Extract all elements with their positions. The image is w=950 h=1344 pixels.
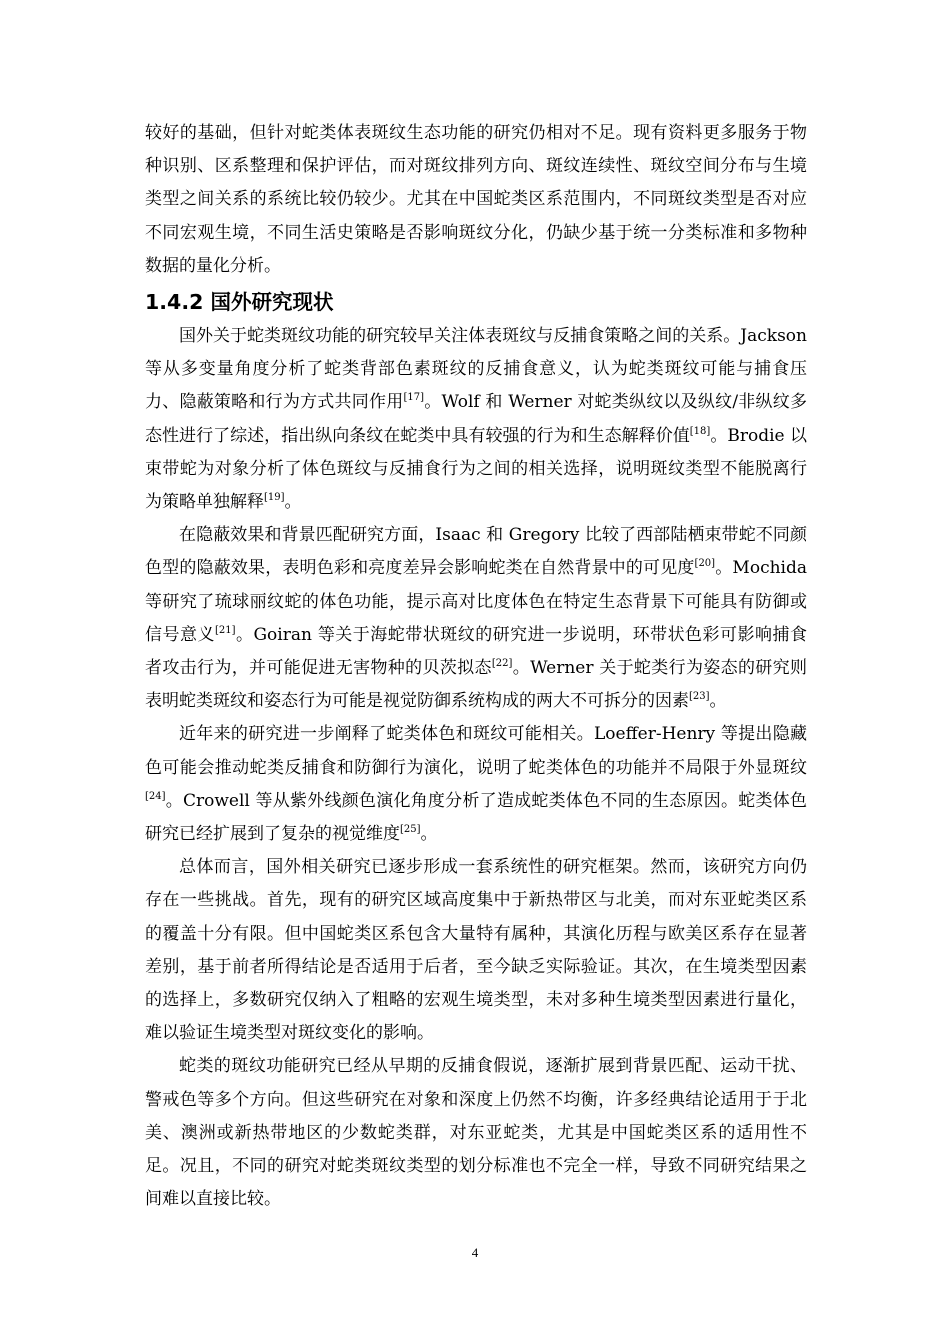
text-run: 。Mochida 等研究了琉球丽纹蛇的体色功能，提示高对比度体色在特定生态背景下可能具有防御或信号意义 [145,558,807,645]
text-run: 。Crowell 等从紫外线颜色演化角度分析了造成蛇类体色不同的生态原因。蛇类体色研究已经扩展到了复杂的视觉维度 [145,790,807,845]
text-run: 。 [284,492,302,513]
citation-17[interactable]: [17] [403,392,424,404]
text-run: 。Brodie 以束带蛇为对象分析了体色斑纹与反捕食行为之间的相关选择，说明斑纹类型不能脱离行为策略单独解释 [145,425,808,513]
citation-20[interactable]: [20] [694,558,716,570]
paragraph-3 [145,718,807,851]
paragraph-2 [145,519,807,718]
text-run: 。Werner 关于蛇类行为姿态的研究则表明蛇类斑纹和姿态行为可能是视觉防御系统构成的两大不可拆分的因素 [145,658,807,712]
citation-18[interactable]: [18] [689,425,711,437]
text-run: 近年来的研究进一步阐释了蛇类体色和斑纹可能相关。Loeffer-Henry 等提出隐藏色可能会推动蛇类反捕食和防御行为演化，说明了蛇类体色的功能并不局限于外显斑纹 [145,724,807,778]
text-run: 。Wolf 和 Werner 对蛇类纵纹以及纵纹/非纵纹多态性进行了综述，指出纵向条纹在蛇类中具有较强的行为和生态解释价值 [145,392,807,446]
paragraph-1 [145,320,807,519]
paragraph-5: 蛇类的斑纹功能研究已经从早期的反捕食假说，逐渐扩展到背景匹配、运动干扰、警戒色等多个方向。但这些研究在对象和深度上仍然不均衡，许多经典结论适用于于北美、澳洲或新热带地区的少数蛇类群，对东亚蛇类，尤其是中国蛇类区系的适用性不足。况且，不同的研究对蛇类斑纹类型的划分标准也不完全一样，导致不同研究结果之间难以直接比较。 [145,1056,807,1210]
text-run: 。 [420,824,438,845]
citation-24[interactable]: [24] [145,790,166,802]
text-run: 国外关于蛇类斑纹功能的研究较早关注体表斑纹与反捕食策略之间的关系。Jackson 等从多变量角度分析了蛇类背部色素斑纹的反捕食意义，认为蛇类斑纹可能与捕食压力、隐蔽策略和行为方式共同作用 [145,326,807,413]
page-number: 4 [471,1245,479,1260]
section-heading: 1.4.2 国外研究现状 [145,290,334,315]
citation-19[interactable]: [19] [264,492,285,504]
paragraph-intro-continuation: 较好的基础，但针对蛇类体表斑纹生态功能的研究仍相对不足。现有资料更多服务于物种识别、区系整理和保护评估，而对斑纹排列方向、斑纹连续性、斑纹空间分布与生境类型之间关系的系统比较仍较少。尤其在中国蛇类区系范围内，不同斑纹类型是否对应不同宏观生境，不同生活史策略是否影响斑纹分化，仍缺少基于统一分类标准和多物种数据的量化分析。 [145,123,807,276]
citation-21[interactable]: [21] [214,624,236,636]
text-run: 。Goiran 等关于海蛇带状斑纹的研究进一步说明，环带状色彩可影响捕食者攻击行为，并可能促进无害物种的贝茨拟态 [145,624,807,679]
paragraph-4: 总体而言，国外相关研究已逐步形成一套系统性的研究框架。然而，该研究方向仍存在一些挑战。首先，现有的研究区域高度集中于新热带区与北美，而对东亚蛇类区系的覆盖十分有限。但中国蛇类区系包含大量特有属种，其演化历程与欧美区系存在显著差别，基于前者所得结论是否适用于后者，至今缺乏实际验证。其次，在生境类型因素的选择上，多数研究仅纳入了粗略的宏观生境类型，未对多种生境类型因素进行量化，难以验证生境类型对斑纹变化的影响。 [145,857,807,1044]
body-text [145,117,807,1217]
text-run: 。 [709,691,727,712]
citation-23[interactable]: [23] [689,691,710,703]
text-run: 在隐蔽效果和背景匹配研究方面，Isaac 和 Gregory 比较了西部陆栖束带蛇不同颜色型的隐蔽效果，表明色彩和亮度差异会影响蛇类在自然背景中的可见度 [145,525,807,579]
citation-25[interactable]: [25] [400,824,421,836]
citation-22[interactable]: [22] [491,658,513,670]
